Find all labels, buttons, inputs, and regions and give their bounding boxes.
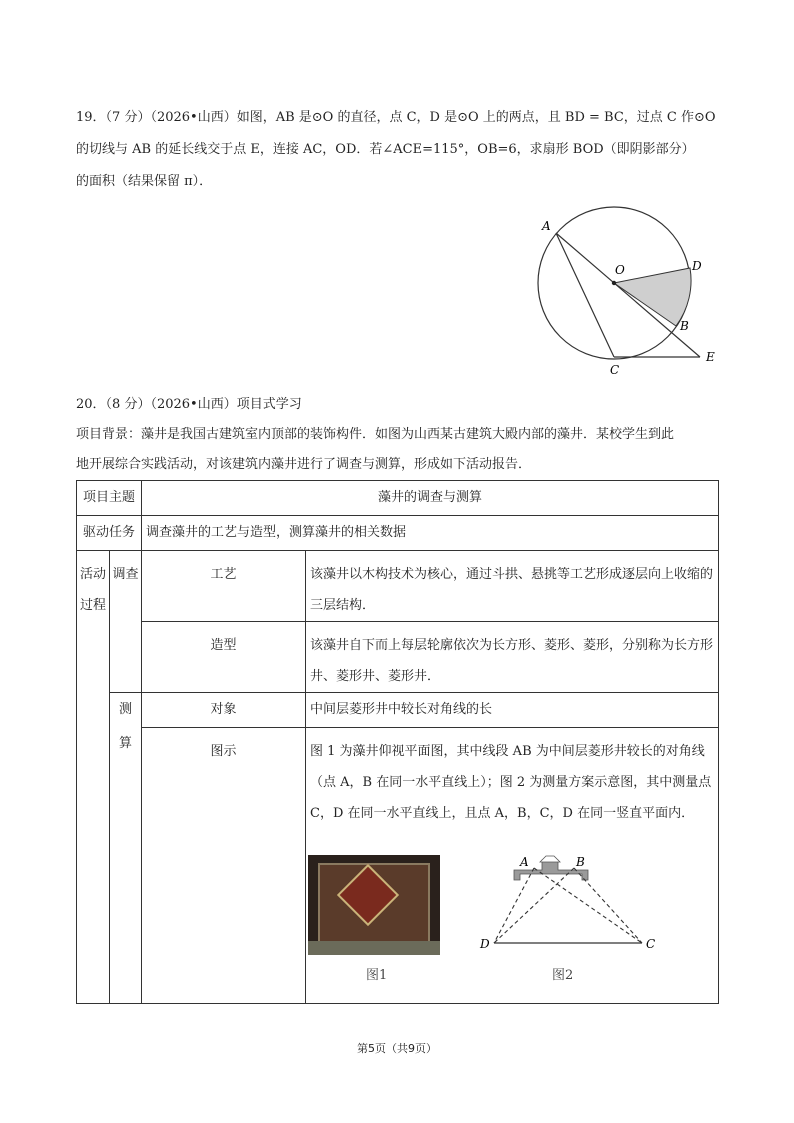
q19-line-1: 19．（7 分）（2026•山西）如图，AB 是⊙O 的直径，点 C，D 是⊙O 上的两点，且 BD = BC，过点 C 作⊙O — [76, 110, 716, 125]
topic-value: 藻井的调查与测算 — [142, 481, 719, 516]
process-label: 活动过程 — [77, 551, 110, 1004]
label-b: B — [680, 319, 689, 333]
segment-ac — [556, 233, 614, 357]
page-footer: 第5页（共9页） — [357, 1042, 437, 1055]
survey-label: 调查 — [110, 551, 142, 693]
circle-figure — [520, 200, 730, 380]
fig2-label-d: D — [480, 937, 490, 950]
q19-line-3: 的面积（结果保留 π）． — [76, 174, 213, 189]
fig2-label-b: B — [576, 855, 585, 869]
topic-label: 项目主题 — [77, 481, 142, 516]
craft-label: 工艺 — [142, 551, 306, 622]
figure-1-caption: 图1 — [366, 968, 388, 983]
line-bc — [574, 868, 642, 943]
diagram-value: 图 1 为藻井仰视平面图，其中线段 AB 为中间层菱形井较长的对角线（点 A，B 在同一水平直线上）；图 2 为测量方案示意图，其中测量点 C，D 在同一水平直线上，且点 A，B，C，D 在同一竖直平面内． — [310, 744, 712, 821]
label-c: C — [610, 363, 620, 377]
figure-2-diagram — [476, 850, 676, 950]
sector-bod — [614, 268, 691, 326]
object-value: 中间层菱形井中较长对角线的长 — [306, 693, 719, 728]
question-19 — [76, 102, 726, 198]
center-dot — [612, 281, 616, 285]
figure-2-caption: 图2 — [552, 968, 574, 983]
label-e: E — [706, 350, 715, 364]
q20-background-line-2: 地开展综合实践活动，对该建筑内藻井进行了调查与测算，形成如下活动报告． — [76, 457, 532, 472]
q20-heading: 20．（8 分）（2026•山西）项目式学习 — [76, 397, 302, 412]
figure-1-photo — [308, 855, 440, 955]
label-d: D — [692, 259, 702, 273]
fig2-label-a: A — [520, 855, 529, 869]
line-bd — [494, 868, 574, 943]
label-o: O — [615, 263, 625, 277]
question-20 — [76, 390, 726, 480]
label-a: A — [542, 219, 551, 233]
diagram-label: 图示 — [142, 728, 306, 1004]
fig2-label-c: C — [646, 937, 656, 950]
object-label: 对象 — [142, 693, 306, 728]
shape-label: 造型 — [142, 622, 306, 693]
q20-background-line-1: 项目背景：藻井是我国古建筑室内顶部的装饰构件．如图为山西某古建筑大殿内部的藻井．某校学生到此 — [76, 427, 675, 442]
task-value: 调查藻井的工艺与造型，测算藻井的相关数据 — [142, 516, 719, 551]
task-label: 驱动任务 — [77, 516, 142, 551]
q19-line-2: 的切线与 AB 的延长线交于点 E，连接 AC，OD．若∠ACE=115°，OB=6，求扇形 BOD（即阴影部分） — [76, 142, 695, 157]
measure-label: 测算 — [110, 693, 142, 1004]
shape-value: 该藻井自下而上每层轮廓依次为长方形、菱形、菱形，分别称为长方形井、菱形井、菱形井． — [306, 622, 719, 693]
craft-value: 该藻井以木构技术为核心，通过斗拱、悬挑等工艺形成逐层向上收缩的三层结构． — [306, 551, 719, 622]
